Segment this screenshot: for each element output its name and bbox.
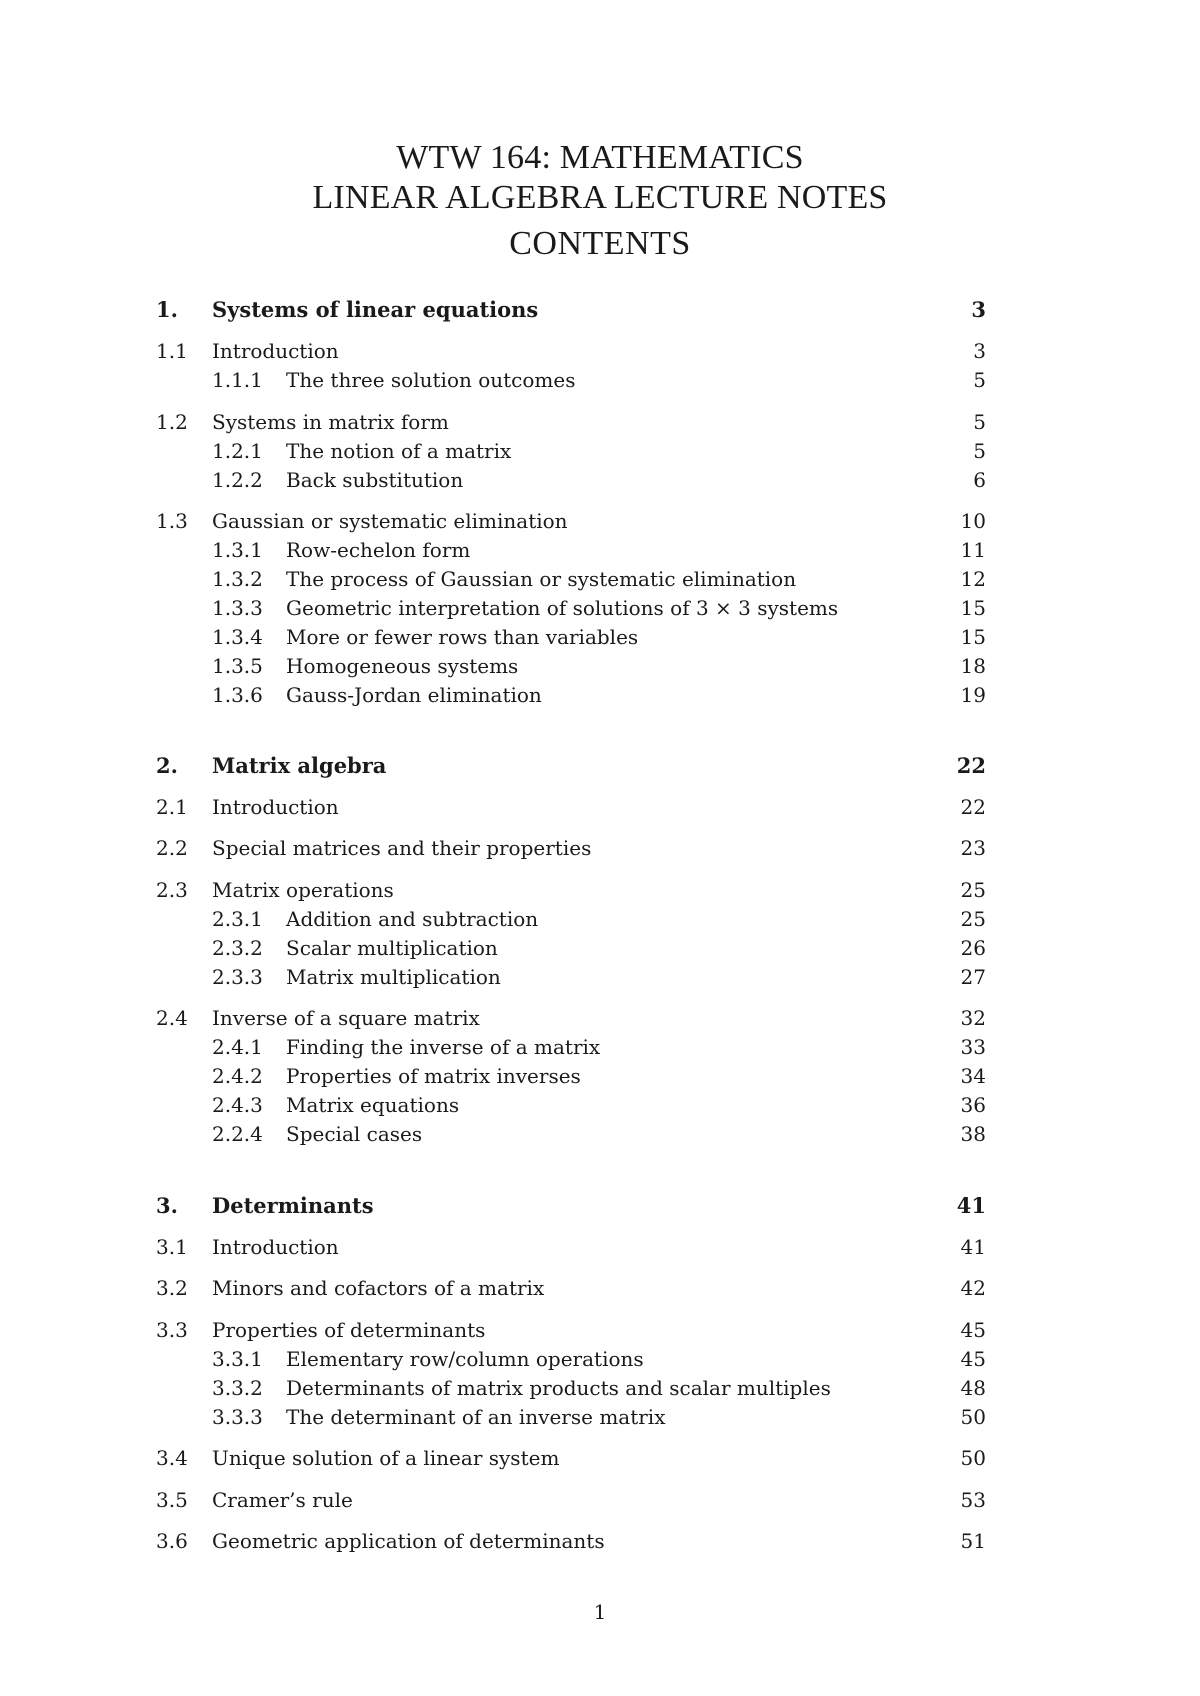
toc-entry-page: 41 [956, 1193, 986, 1218]
toc-entry-page: 32 [960, 1006, 986, 1030]
toc-subsection-1-1-1 [156, 366, 986, 394]
toc-chapter-1 [156, 296, 986, 324]
toc-entry-page: 3 [973, 339, 986, 363]
toc-entry-title: Determinants of matrix products and scalar multiples [286, 1376, 831, 1400]
toc-entry-number: 2.4.2 [212, 1064, 263, 1088]
toc-subsection-1-3-2 [156, 565, 986, 593]
toc-entry-title: Special matrices and their properties [212, 836, 592, 860]
toc-subsection-2-3-3 [156, 963, 986, 991]
toc-subsection-3-3-1 [156, 1345, 986, 1373]
toc-entry-title: Matrix equations [286, 1093, 460, 1117]
toc-entry-title: Introduction [212, 339, 339, 363]
toc-subsection-1-2-1 [156, 437, 986, 465]
toc-entry-title: Systems of linear equations [212, 297, 539, 322]
toc-entry-number: 3.2 [156, 1276, 188, 1300]
toc-entry-page: 19 [960, 683, 986, 707]
toc-section-3-1 [156, 1233, 986, 1261]
toc-entry-page: 41 [960, 1235, 986, 1259]
toc-entry-page: 5 [973, 439, 986, 463]
page-number: 1 [593, 1600, 607, 1624]
toc-entry-page: 50 [960, 1446, 986, 1470]
toc-entry-title: The three solution outcomes [286, 368, 576, 392]
toc-entry-page: 45 [960, 1318, 986, 1342]
toc-section-3-5 [156, 1486, 986, 1514]
toc-section-1-2 [156, 408, 986, 436]
toc-subsection-2-3-1 [156, 905, 986, 933]
toc-subsection-1-3-5 [156, 652, 986, 680]
toc-entry-page: 50 [960, 1405, 986, 1429]
toc-subsection-2-4-1 [156, 1033, 986, 1061]
toc-entry-page: 15 [960, 625, 986, 649]
toc-entry-number: 3.3.1 [212, 1347, 263, 1371]
toc-entry-number: 1.3.2 [212, 567, 263, 591]
toc-entry-number: 2.3.1 [212, 907, 263, 931]
toc-subsection-1-3-3 [156, 594, 986, 622]
toc-entry-number: 1.3.4 [212, 625, 263, 649]
toc-entry-title: Gauss-Jordan elimination [286, 683, 542, 707]
toc-entry-title: Introduction [212, 795, 339, 819]
toc-entry-page: 25 [960, 907, 986, 931]
toc-entry-number: 3.3 [156, 1318, 188, 1342]
toc-entry-page: 15 [960, 596, 986, 620]
toc-subsection-2-4-3 [156, 1091, 986, 1119]
toc-entry-number: 2.4 [156, 1006, 188, 1030]
toc-entry-title: Unique solution of a linear system [212, 1446, 560, 1470]
toc-section-2-4 [156, 1004, 986, 1032]
toc-section-3-4 [156, 1444, 986, 1472]
toc-entry-title: Minors and cofactors of a matrix [212, 1276, 545, 1300]
toc-entry-number: 1.2 [156, 410, 188, 434]
toc-entry-number: 2.3 [156, 878, 188, 902]
toc-entry-page: 48 [960, 1376, 986, 1400]
toc-entry-title: Matrix algebra [212, 753, 387, 778]
toc-entry-page: 27 [960, 965, 986, 989]
toc-entry-number: 2.2 [156, 836, 188, 860]
toc-entry-number: 3.3.3 [212, 1405, 263, 1429]
toc-entry-page: 5 [973, 368, 986, 392]
toc-entry-page: 38 [960, 1122, 986, 1146]
toc-entry-title: Addition and subtraction [286, 907, 539, 931]
toc-entry-title: Geometric interpretation of solutions of 3 × 3 systems [286, 596, 839, 620]
toc-entry-number: 2.3.2 [212, 936, 263, 960]
toc-entry-number: 3.3.2 [212, 1376, 263, 1400]
document-title-notes: LINEAR ALGEBRA LECTURE NOTES [312, 179, 888, 216]
toc-entry-number: 3.1 [156, 1235, 188, 1259]
toc-entry-number: 2. [156, 753, 178, 778]
toc-entry-number: 2.3.3 [212, 965, 263, 989]
toc-entry-page: 3 [971, 297, 986, 322]
toc-entry-title: More or fewer rows than variables [286, 625, 639, 649]
toc-subsection-1-3-6 [156, 681, 986, 709]
toc-entry-page: 23 [960, 836, 986, 860]
toc-entry-number: 1.1 [156, 339, 188, 363]
toc-section-1-3 [156, 507, 986, 535]
toc-entry-title: Cramer’s rule [212, 1488, 353, 1512]
toc-section-2-3 [156, 876, 986, 904]
toc-entry-title: Row-echelon form [286, 538, 471, 562]
toc-entry-page: 5 [973, 410, 986, 434]
toc-subsection-1-2-2 [156, 466, 986, 494]
toc-subsection-2-2-4 [156, 1120, 986, 1148]
toc-entry-number: 1.3.6 [212, 683, 263, 707]
toc-entry-number: 1.2.1 [212, 439, 263, 463]
toc-entry-page: 53 [960, 1488, 986, 1512]
toc-section-1-1 [156, 337, 986, 365]
toc-subsection-1-3-1 [156, 536, 986, 564]
toc-section-2-1 [156, 793, 986, 821]
toc-entry-page: 34 [960, 1064, 986, 1088]
toc-subsection-3-3-2 [156, 1374, 986, 1402]
toc-entry-title: Matrix multiplication [286, 965, 501, 989]
toc-entry-number: 1.3.3 [212, 596, 263, 620]
toc-entry-page: 51 [960, 1529, 986, 1553]
toc-entry-number: 3.6 [156, 1529, 188, 1553]
toc-entry-title: Properties of determinants [212, 1318, 486, 1342]
toc-entry-page: 25 [960, 878, 986, 902]
toc-entry-page: 12 [960, 567, 986, 591]
toc-entry-number: 2.4.3 [212, 1093, 263, 1117]
toc-entry-number: 1. [156, 297, 178, 322]
toc-entry-number: 3. [156, 1193, 178, 1218]
toc-entry-title: Properties of matrix inverses [286, 1064, 581, 1088]
toc-subsection-1-3-4 [156, 623, 986, 651]
toc-entry-title: Systems in matrix form [212, 410, 449, 434]
toc-entry-page: 26 [960, 936, 986, 960]
toc-entry-number: 3.5 [156, 1488, 188, 1512]
toc-entry-page: 45 [960, 1347, 986, 1371]
toc-entry-title: Inverse of a square matrix [212, 1006, 480, 1030]
toc-entry-page: 42 [960, 1276, 986, 1300]
toc-entry-number: 1.3.5 [212, 654, 263, 678]
toc-entry-page: 10 [960, 509, 986, 533]
toc-entry-number: 3.4 [156, 1446, 188, 1470]
toc-entry-page: 36 [960, 1093, 986, 1117]
toc-entry-number: 1.3.1 [212, 538, 263, 562]
toc-entry-title: Matrix operations [212, 878, 394, 902]
toc-entry-number: 1.2.2 [212, 468, 263, 492]
toc-entry-title: Elementary row/column operations [286, 1347, 644, 1371]
toc-entry-page: 6 [973, 468, 986, 492]
toc-subsection-3-3-3 [156, 1403, 986, 1431]
toc-entry-title: Gaussian or systematic elimination [212, 509, 568, 533]
toc-entry-title: Finding the inverse of a matrix [286, 1035, 601, 1059]
toc-entry-title: Homogeneous systems [286, 654, 519, 678]
toc-entry-page: 11 [960, 538, 986, 562]
toc-entry-page: 18 [960, 654, 986, 678]
toc-entry-title: Determinants [212, 1193, 374, 1218]
toc-section-2-2 [156, 834, 986, 862]
toc-entry-title: Geometric application of determinants [212, 1529, 605, 1553]
toc-subsection-2-3-2 [156, 934, 986, 962]
toc-entry-number: 2.2.4 [212, 1122, 263, 1146]
document-title-course: WTW 164: MATHEMATICS [396, 139, 804, 176]
document-header [0, 138, 1200, 264]
toc-entry-number: 2.1 [156, 795, 188, 819]
toc-entry-number: 1.1.1 [212, 368, 263, 392]
toc-entry-title: Back substitution [286, 468, 464, 492]
contents-heading: CONTENTS [509, 225, 691, 262]
toc-entry-title: The notion of a matrix [286, 439, 512, 463]
toc-entry-number: 1.3 [156, 509, 188, 533]
toc-entry-title: The determinant of an inverse matrix [286, 1405, 666, 1429]
toc-section-3-2 [156, 1274, 986, 1302]
toc-chapter-3 [156, 1192, 986, 1220]
toc-chapter-2 [156, 752, 986, 780]
toc-subsection-2-4-2 [156, 1062, 986, 1090]
toc-section-3-3 [156, 1316, 986, 1344]
toc-entry-title: Special cases [286, 1122, 423, 1146]
toc-entry-page: 22 [956, 753, 986, 778]
toc-entry-number: 2.4.1 [212, 1035, 263, 1059]
toc-entry-title: Introduction [212, 1235, 339, 1259]
toc-section-3-6 [156, 1527, 986, 1555]
toc-entry-title: The process of Gaussian or systematic elimination [286, 567, 797, 591]
toc-entry-page: 22 [960, 795, 986, 819]
toc-entry-title: Scalar multiplication [286, 936, 498, 960]
toc-entry-page: 33 [960, 1035, 986, 1059]
